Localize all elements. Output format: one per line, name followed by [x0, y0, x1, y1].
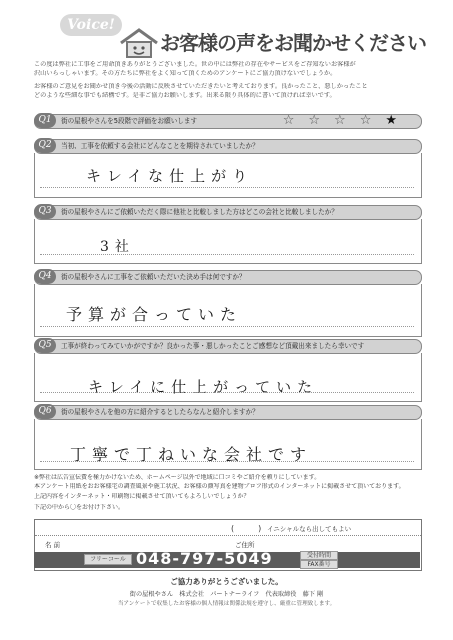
question-number: Q4: [34, 269, 56, 284]
star-empty-icon[interactable]: ☆: [282, 113, 309, 128]
answer-line: [40, 187, 414, 188]
handwritten-answer-q4: 予算が合っていた: [66, 305, 243, 324]
intro-line: 沢山いらっしゃいます。その方たちに弊社をよく知って頂くためのアンケートにご協力頂けないでしょうか。: [34, 70, 337, 77]
rating-stars[interactable]: [283, 113, 411, 128]
answer-line: [40, 326, 414, 327]
phone-number[interactable]: 048-797-5049: [136, 549, 273, 568]
handwritten-answer-q3: 3社: [100, 239, 135, 255]
initial-choice-label: イニシャルなら出してもよい: [267, 525, 352, 533]
note-line: ※弊社は広告宣伝費を極力かけないため、ホームページ以外で地域に口コミやご紹介を頼りにしています。: [34, 474, 321, 481]
question-bar-q2: [34, 139, 422, 154]
star-empty-icon[interactable]: ☆: [308, 113, 335, 128]
initial-choice-parens[interactable]: ( ): [231, 524, 262, 533]
answer-box-q3[interactable]: [34, 219, 422, 264]
intro-line: この度は弊社に工事をご用命頂きありがとうございました。世の中には弊社の存在やサービスをご存知ないお客様が: [34, 61, 356, 68]
address-field[interactable]: [261, 536, 416, 550]
question-bar-q5: [34, 339, 422, 354]
house-smile-icon: [118, 28, 160, 58]
intro-line: お客様のご意見をお聞かせ頂き今後の活動に反映させていただきたいと考えております。良かったこと、悪しかったこと: [34, 83, 368, 90]
handwritten-answer-q6: 丁寧で丁ねいな会社です: [70, 445, 313, 464]
question-bar-q1: [34, 114, 422, 129]
note-line: 上記内容をインターネット・印刷物に掲載させて頂いてもよろしいでしょうか？: [34, 493, 250, 500]
note-line: 本アンケート用紙をおお客様宅の調査風景や施工状況、お客様の顔写真を建物プロフ形式のインターネットに掲載させて頂いております。: [34, 483, 405, 490]
question-text: 街の屋根やさんを5段階で評価をお願いします: [61, 117, 198, 125]
question-number: Q3: [34, 204, 56, 219]
star-empty-icon[interactable]: ☆: [359, 113, 386, 128]
question-text: 街の屋根やさんを他の方に紹介するとしたらなんと紹介しますか？: [61, 408, 259, 416]
answer-line: [40, 254, 414, 255]
handwritten-answer-q5: キレイに仕上がっていた: [88, 378, 319, 396]
handwritten-answer-q2: キレイな仕上がり: [86, 167, 254, 185]
question-text: 街の屋根やさんに工事をご依頼いただいた決め手は何ですか？: [61, 273, 246, 281]
privacy-note: 当アンケートで収集したお客様の個人情報は関係法規を遵守し、厳重に管理致します。: [117, 601, 336, 607]
question-number: Q2: [34, 138, 56, 153]
name-field[interactable]: [87, 536, 227, 550]
intro-line: どのような些細な事でも結構です。是非ご協力お願いします。出来る限り具体的に書いて頂ければ幸いです。: [34, 92, 336, 99]
page-title: お客様の声をお聞かせください: [160, 31, 426, 55]
question-bar-q3: [34, 205, 422, 220]
hours-label: 受付時間: [300, 551, 338, 560]
name-label: 名 前: [45, 541, 61, 549]
question-text: 街の屋根やさんにご依頼いただく際に他社と比較しました方はどこの会社と比較しましたか？: [61, 208, 338, 216]
fax-label: FAX番号: [300, 560, 338, 569]
question-bar-q4: [34, 270, 422, 285]
freecall-label: フリーコール: [84, 554, 132, 565]
question-bar-q6: [34, 405, 422, 420]
address-label: ご住所: [235, 541, 255, 549]
question-text: 工事が終わってみていかがですか？良かった事・悪しかったことご感想など頂戴出来ましたら幸いです: [61, 342, 365, 350]
question-text: 当初、工事を依頼する会社にどんなことを期待されていましたか？: [61, 142, 259, 150]
company-name: 街の屋根やさん 株式会社 パートナーライフ 代表取締役 藤下 剛: [129, 591, 324, 598]
voice-badge: Voice!: [60, 14, 122, 36]
star-empty-icon[interactable]: ☆: [334, 113, 360, 128]
star-filled-icon[interactable]: ★: [385, 113, 411, 128]
question-number: Q1: [34, 113, 56, 128]
question-number: Q5: [34, 338, 56, 353]
question-number: Q6: [34, 404, 56, 419]
answer-line: [40, 461, 414, 462]
note-line: 下記の中から〇をお付け下さい。: [34, 504, 125, 511]
answer-line: [40, 392, 414, 393]
thanks-message: ご協力ありがとうございました。: [170, 577, 283, 586]
